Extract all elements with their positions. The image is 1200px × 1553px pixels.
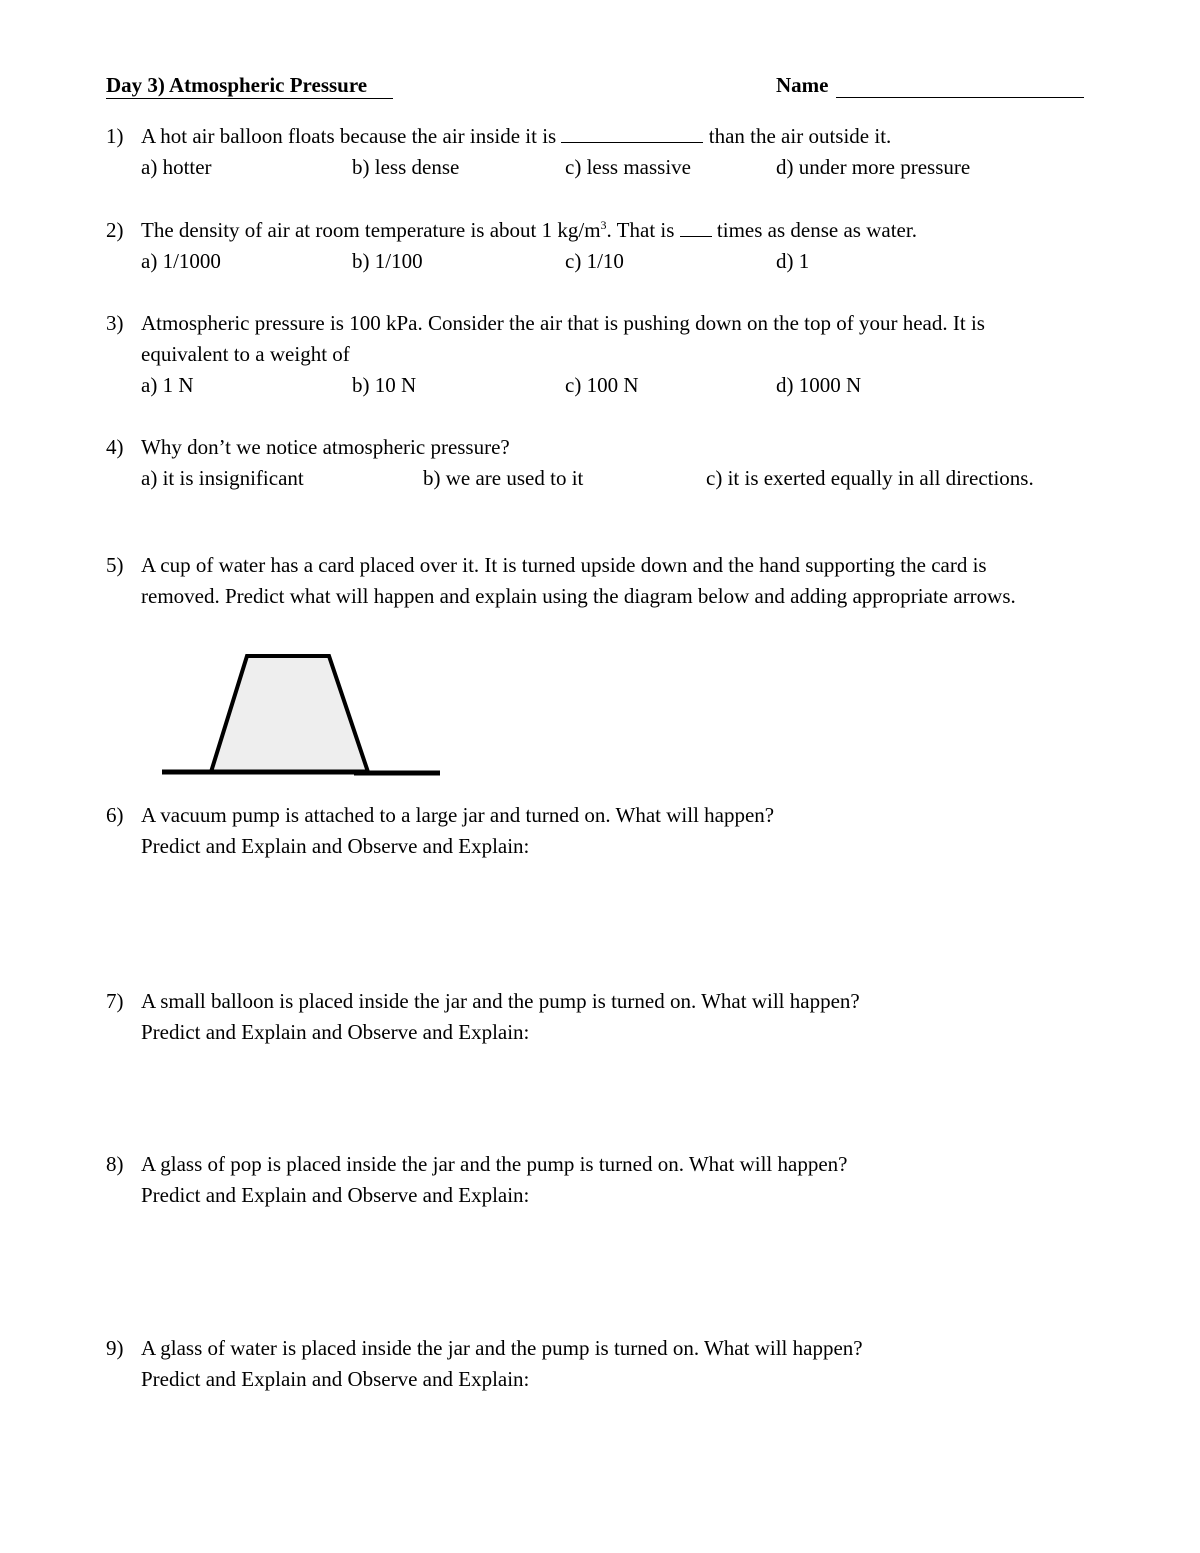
name-field[interactable] bbox=[776, 72, 1084, 98]
question-stem: A small balloon is placed inside the jar and the pump is turned on. What will happen? bbox=[141, 989, 860, 1013]
question-7 bbox=[106, 986, 1136, 1048]
question-1 bbox=[106, 121, 1136, 183]
question-stem-line-2: equivalent to a weight of bbox=[141, 342, 350, 366]
question-6 bbox=[106, 800, 1136, 862]
question-number: 2) bbox=[106, 218, 124, 242]
answer-options bbox=[141, 152, 1136, 183]
superscript: 3 bbox=[600, 218, 607, 232]
option-a[interactable]: a) it is insignificant bbox=[141, 466, 304, 490]
inverted-cup-shape bbox=[211, 656, 368, 772]
option-a[interactable]: a) 1 N bbox=[141, 373, 194, 397]
question-stem bbox=[141, 121, 1136, 152]
question-number: 1) bbox=[106, 124, 124, 148]
option-d[interactable]: d) 1000 N bbox=[776, 373, 862, 397]
question-stem-line-1: A cup of water has a card placed over it. It is turned upside down and the hand supporting the card is bbox=[141, 553, 987, 577]
question-stem: A glass of water is placed inside the jar and the pump is turned on. What will happen? bbox=[141, 1336, 863, 1360]
worksheet-header bbox=[106, 72, 1096, 102]
page-title bbox=[106, 72, 393, 99]
question-number: 9) bbox=[106, 1336, 124, 1360]
question-number: 6) bbox=[106, 803, 124, 827]
question-4 bbox=[106, 432, 1136, 494]
question-prompt: Predict and Explain and Observe and Explain: bbox=[141, 1020, 530, 1044]
option-a[interactable]: a) 1/1000 bbox=[141, 249, 221, 273]
name-label: Name bbox=[776, 73, 829, 97]
option-b[interactable]: b) 1/100 bbox=[352, 249, 423, 273]
question-number: 7) bbox=[106, 989, 124, 1013]
answer-options bbox=[141, 463, 1136, 494]
stem-text: . That is bbox=[606, 218, 675, 242]
question-prompt: Predict and Explain and Observe and Explain: bbox=[141, 1183, 530, 1207]
question-stem: A vacuum pump is attached to a large jar and turned on. What will happen? bbox=[141, 803, 775, 827]
name-blank-line[interactable] bbox=[836, 72, 1084, 98]
question-5 bbox=[106, 550, 1136, 612]
question-number: 4) bbox=[106, 435, 124, 459]
title-text: Day 3) Atmospheric Pressure bbox=[106, 73, 368, 97]
option-d[interactable]: d) under more pressure bbox=[776, 155, 971, 179]
question-number: 3) bbox=[106, 311, 124, 335]
answer-blank[interactable] bbox=[680, 216, 712, 237]
question-stem-line-2: removed. Predict what will happen and explain using the diagram below and adding appropriate arrows. bbox=[141, 584, 1016, 608]
question-2 bbox=[106, 215, 1136, 277]
option-c[interactable]: c) less massive bbox=[565, 155, 691, 179]
stem-text: A hot air balloon floats because the air inside it is bbox=[141, 124, 557, 148]
option-b[interactable]: b) less dense bbox=[352, 155, 460, 179]
answer-blank[interactable] bbox=[561, 122, 703, 143]
question-number: 8) bbox=[106, 1152, 124, 1176]
option-c[interactable]: c) it is exerted equally in all directions. bbox=[706, 466, 1034, 490]
question-stem-line-1: Atmospheric pressure is 100 kPa. Consider the air that is pushing down on the top of your head. It is bbox=[141, 311, 985, 335]
question-stem: A glass of pop is placed inside the jar and the pump is turned on. What will happen? bbox=[141, 1152, 848, 1176]
option-c[interactable]: c) 100 N bbox=[565, 373, 639, 397]
question-9 bbox=[106, 1333, 1136, 1395]
option-a[interactable]: a) hotter bbox=[141, 155, 212, 179]
option-b[interactable]: b) 10 N bbox=[352, 373, 417, 397]
option-b[interactable]: b) we are used to it bbox=[423, 466, 584, 490]
answer-options bbox=[141, 370, 1136, 401]
answer-options bbox=[141, 246, 1136, 277]
question-prompt: Predict and Explain and Observe and Explain: bbox=[141, 1367, 530, 1391]
question-3 bbox=[106, 308, 1136, 401]
stem-text: The density of air at room temperature is about 1 kg/m bbox=[141, 218, 601, 242]
question-stem: Why don’t we notice atmospheric pressure? bbox=[141, 435, 510, 459]
inverted-cup-diagram[interactable] bbox=[160, 648, 450, 783]
option-d[interactable]: d) 1 bbox=[776, 249, 810, 273]
question-number: 5) bbox=[106, 553, 124, 577]
stem-text: than the air outside it. bbox=[708, 124, 892, 148]
stem-text: times as dense as water. bbox=[716, 218, 917, 242]
option-c[interactable]: c) 1/10 bbox=[565, 249, 624, 273]
question-8 bbox=[106, 1149, 1136, 1211]
question-stem bbox=[141, 215, 1136, 246]
question-prompt: Predict and Explain and Observe and Explain: bbox=[141, 834, 530, 858]
